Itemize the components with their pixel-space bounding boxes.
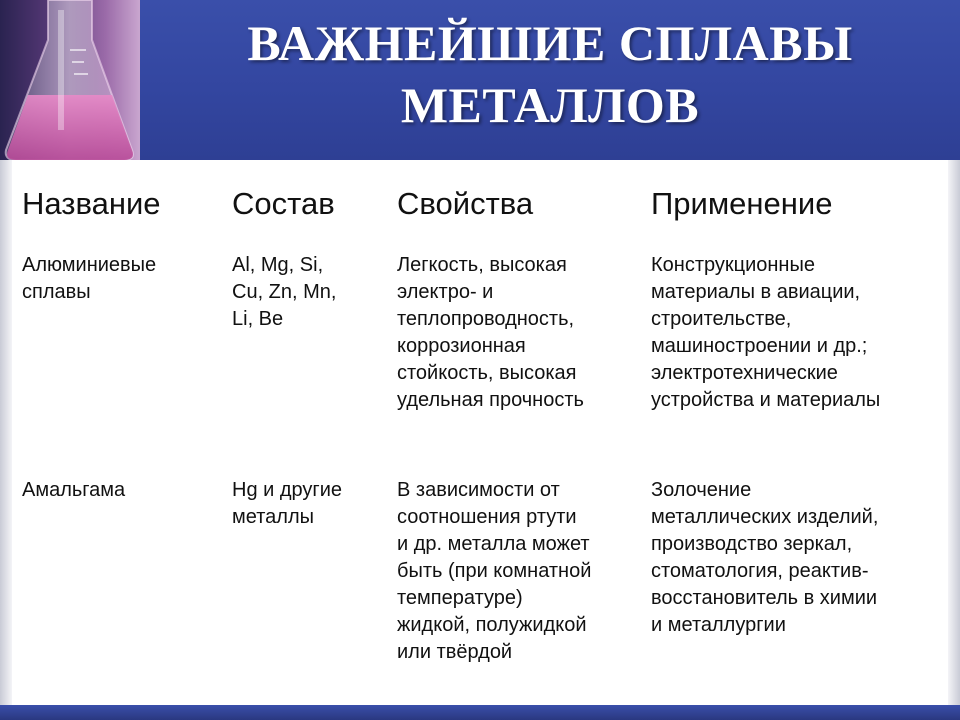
cell-composition: Hg и другие металлы <box>232 479 343 528</box>
cell-application: Золочение металлических изделий, производство зеркал, стоматология, реактив- восстановитель в химии и металлургии <box>651 479 879 636</box>
cell-properties: Легкость, высокая электро- и теплопроводность, коррозионная стойкость, высокая удельная прочность <box>397 254 584 411</box>
footer-band <box>0 705 960 720</box>
flask-icon <box>0 0 140 160</box>
slide-title-line-1: ВАЖНЕЙШИЕ СПЛАВЫ <box>247 15 853 71</box>
slide-title <box>140 12 960 136</box>
header-application: Применение <box>651 186 833 221</box>
table-row <box>22 477 942 677</box>
header-band <box>0 0 960 160</box>
table-row <box>22 252 942 477</box>
cell-name: Алюминиевые сплавы <box>22 254 157 303</box>
cell-composition: Al, Mg, Si, Cu, Zn, Mn, Li, Be <box>232 254 337 330</box>
cell-name: Амальгама <box>22 479 126 501</box>
table-header-row <box>22 176 942 236</box>
header-name: Название <box>22 186 161 221</box>
left-shade <box>0 160 12 705</box>
header-composition: Состав <box>232 186 335 221</box>
cell-properties: В зависимости от соотношения ртути и др. металла может быть (при комнатной температуре) жидкой, полужидкой или твёрдой <box>397 479 592 663</box>
alloys-table <box>22 176 942 677</box>
flask-image <box>0 0 140 160</box>
slide-title-line-2: МЕТАЛЛОВ <box>400 77 700 133</box>
cell-application: Конструкционные материалы в авиации, строительстве, машиностроении и др.; электротехнические устройства и материалы <box>651 254 881 411</box>
right-shade <box>948 160 960 705</box>
header-properties: Свойства <box>397 186 534 221</box>
